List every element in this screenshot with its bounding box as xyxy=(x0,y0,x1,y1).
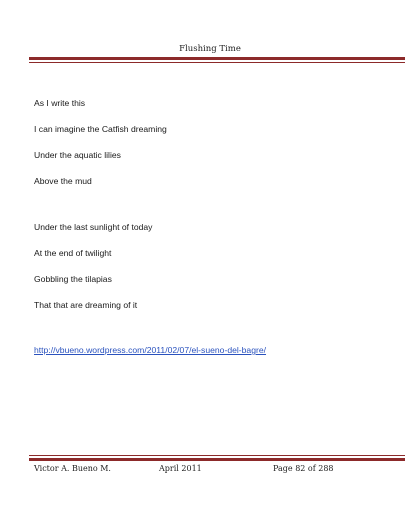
blog-post-link[interactable]: http://vbueno.wordpress.com/2011/02/07/el-sueno-del-bagre/ xyxy=(34,345,267,355)
poem-line: Under the aquatic lilies xyxy=(34,150,121,160)
header-rule-thin xyxy=(29,62,405,63)
footer-page-number: Page 82 of 288 xyxy=(273,464,334,473)
poem-line: As I write this xyxy=(34,98,86,108)
poem-line: Gobbling the tilapias xyxy=(34,274,112,284)
poem-line: At the end of twilight xyxy=(34,248,112,258)
header-title: Flushing Time xyxy=(179,44,241,54)
footer-rule-thick xyxy=(29,458,405,461)
poem-line: Under the last sunlight of today xyxy=(34,222,153,232)
footer-author: Victor A. Bueno M. xyxy=(34,464,111,473)
poem-line: Above the mud xyxy=(34,176,92,186)
poem-line: That that are dreaming of it xyxy=(34,300,138,310)
footer-date: April 2011 xyxy=(159,464,202,473)
footer-rule-thin xyxy=(29,455,405,456)
header-rule-thick xyxy=(29,57,405,60)
poem-line: I can imagine the Catfish dreaming xyxy=(34,124,167,134)
